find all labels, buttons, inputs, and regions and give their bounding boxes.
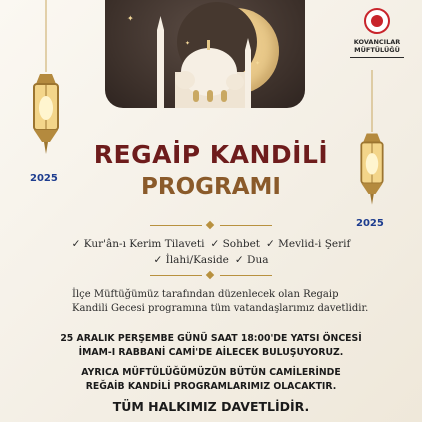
program-item: ✓ Dua bbox=[234, 254, 269, 266]
star-icon: ✦ bbox=[127, 14, 134, 23]
mufti-office-logo bbox=[350, 8, 404, 58]
ornament-divider bbox=[150, 222, 272, 230]
program-item: ✓ Sohbet bbox=[210, 238, 261, 250]
logo-underline bbox=[350, 57, 404, 58]
star-icon: ✦ bbox=[255, 60, 261, 67]
hero-illustration bbox=[105, 0, 305, 108]
program-item: ✓ Mevlid-i Şerif bbox=[266, 238, 351, 250]
announcement-line: AYRICA MÜFTÜLÜĞÜMÜZÜN BÜTÜN CAMİLERİNDE bbox=[81, 367, 341, 378]
mosque-icon bbox=[145, 10, 265, 108]
intro-paragraph: İlçe Müftüğümüz tarafından düzenlecek olan Regaip Kandili Gecesi programına tüm vatandaşlarımız davetlidir. bbox=[72, 289, 369, 314]
announcement-line: İMAM-I RABBANİ CAMİ'DE AİLECEK BULUŞUYORUZ. bbox=[78, 347, 344, 358]
announcement-line: REĞAİB KANDİLİ PROGRAMLARIMIZ OLACAKTIR. bbox=[85, 381, 337, 392]
emblem-icon bbox=[364, 8, 390, 34]
program-items-row1 bbox=[0, 238, 422, 250]
announcement-line: 25 ARALIK PERŞEMBE GÜNÜ SAAT 18:00'DE YATSI ÖNCESİ bbox=[60, 333, 362, 344]
program-item: ✓ Kur'ân-ı Kerim Tilaveti bbox=[71, 238, 205, 250]
closing-invitation: TÜM HALKIMIZ DAVETLİDİR. bbox=[112, 399, 310, 414]
program-items-row2 bbox=[0, 254, 422, 266]
star-icon: ✦ bbox=[185, 40, 191, 47]
ornament-divider bbox=[150, 272, 272, 280]
program-item: ✓ İlahi/Kaside bbox=[153, 254, 229, 266]
year-right: 2025 bbox=[356, 218, 384, 229]
year-left: 2025 bbox=[30, 173, 58, 184]
page-title: REGAİP KANDİLİ bbox=[93, 140, 329, 169]
page-subtitle: PROGRAMI bbox=[141, 174, 281, 200]
logo-text: KOVANCILAR MÜFTÜLÜĞÜ bbox=[353, 38, 401, 54]
